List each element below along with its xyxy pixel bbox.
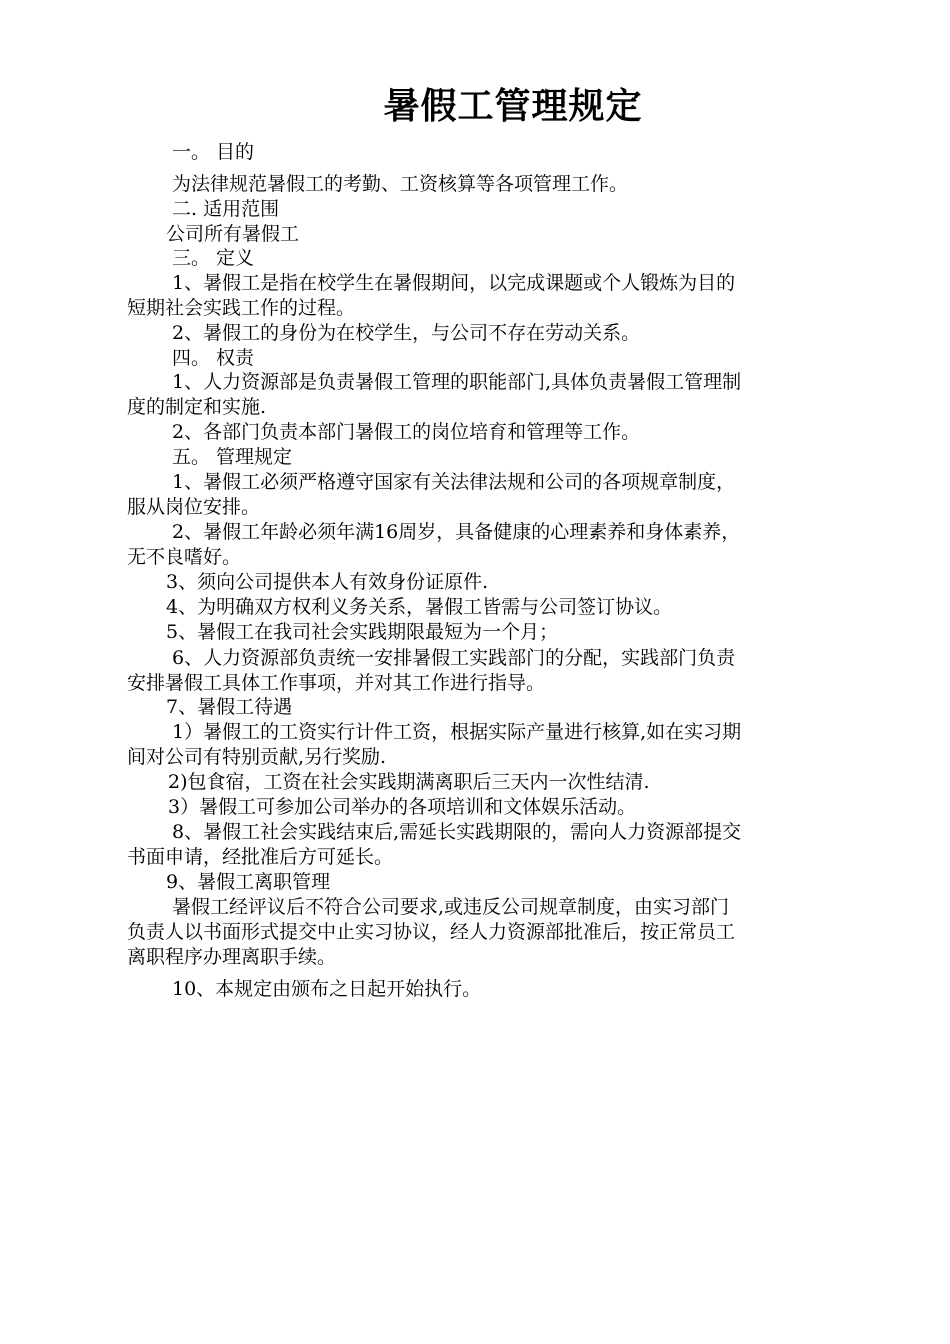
paragraph-line: 7、暑假工待遇 bbox=[166, 696, 293, 718]
paragraph-line: 无不良嗜好。 bbox=[127, 546, 242, 568]
paragraph-line: 5、暑假工在我司社会实践期限最短为一个月； bbox=[166, 621, 559, 643]
paragraph-line: 离职程序办理离职手续。 bbox=[127, 946, 337, 968]
paragraph-line: 1、暑假工是指在校学生在暑假期间，以完成课题或个人锻炼为目的 bbox=[172, 272, 736, 294]
section-heading-scope: 二. 适用范围 bbox=[172, 198, 280, 220]
paragraph-line: 3）暑假工可参加公司举办的各项培训和文体娱乐活动。 bbox=[168, 796, 637, 818]
paragraph-line: 4、为明确双方权利义务关系，暑假工皆需与公司签订协议。 bbox=[166, 596, 673, 618]
paragraph-line: 2、暑假工的身份为在校学生，与公司不存在劳动关系。 bbox=[172, 322, 641, 344]
paragraph-line: 短期社会实践工作的过程。 bbox=[127, 297, 356, 319]
paragraph-line: 3、须向公司提供本人有效身份证原件. bbox=[166, 571, 489, 593]
paragraph-line: 6、人力资源部负责统一安排暑假工实践部门的分配，实践部门负责 bbox=[172, 647, 736, 669]
section-heading-definition: 三。 定义 bbox=[172, 247, 255, 269]
paragraph-line: 10、本规定由颁布之日起开始执行。 bbox=[172, 978, 482, 1000]
paragraph-line: 为法律规范暑假工的考勤、工资核算等各项管理工作。 bbox=[172, 173, 629, 195]
paragraph-line: 1）暑假工的工资实行计件工资，根据实际产量进行核算,如在实习期 bbox=[172, 721, 742, 743]
paragraph-line: 1、暑假工必须严格遵守国家有关法律法规和公司的各项规章制度， bbox=[172, 471, 736, 493]
paragraph-line: 度的制定和实施. bbox=[127, 396, 267, 418]
paragraph-line: 9、暑假工离职管理 bbox=[166, 871, 331, 893]
paragraph-line: 间对公司有特别贡献,另行奖励. bbox=[127, 746, 387, 768]
paragraph-line: 服从岗位安排。 bbox=[127, 496, 261, 518]
section-heading-responsibility: 四。 权责 bbox=[172, 347, 255, 369]
paragraph-line: 暑假工经评议后不符合公司要求,或违反公司规章制度，由实习部门 bbox=[172, 896, 730, 918]
paragraph-line: 8、暑假工社会实践结束后,需延长实践期限的，需向人力资源部提交 bbox=[172, 821, 742, 843]
paragraph-line: 1、人力资源部是负责暑假工管理的职能部门,具体负责暑假工管理制 bbox=[172, 371, 742, 393]
section-heading-rules: 五。 管理规定 bbox=[172, 446, 293, 468]
paragraph-line: 2、各部门负责本部门暑假工的岗位培育和管理等工作。 bbox=[172, 421, 641, 443]
paragraph-line: 负责人以书面形式提交中止实习协议，经人力资源部批准后，按正常员工 bbox=[127, 921, 736, 943]
paragraph-line: 公司所有暑假工 bbox=[166, 223, 300, 245]
section-heading-purpose: 一。 目的 bbox=[172, 141, 255, 163]
document-title: 暑假工管理规定 bbox=[383, 86, 643, 127]
paragraph-line: 书面申请，经批准后方可延长。 bbox=[127, 846, 394, 868]
paragraph-line: 安排暑假工具体工作事项，并对其工作进行指导。 bbox=[127, 672, 546, 694]
paragraph-line: 2、暑假工年龄必须年满16周岁，具备健康的心理素养和身体素养， bbox=[172, 521, 741, 543]
paragraph-line: 2)包食宿，工资在社会实践期满离职后三天内一次性结清. bbox=[168, 771, 650, 793]
